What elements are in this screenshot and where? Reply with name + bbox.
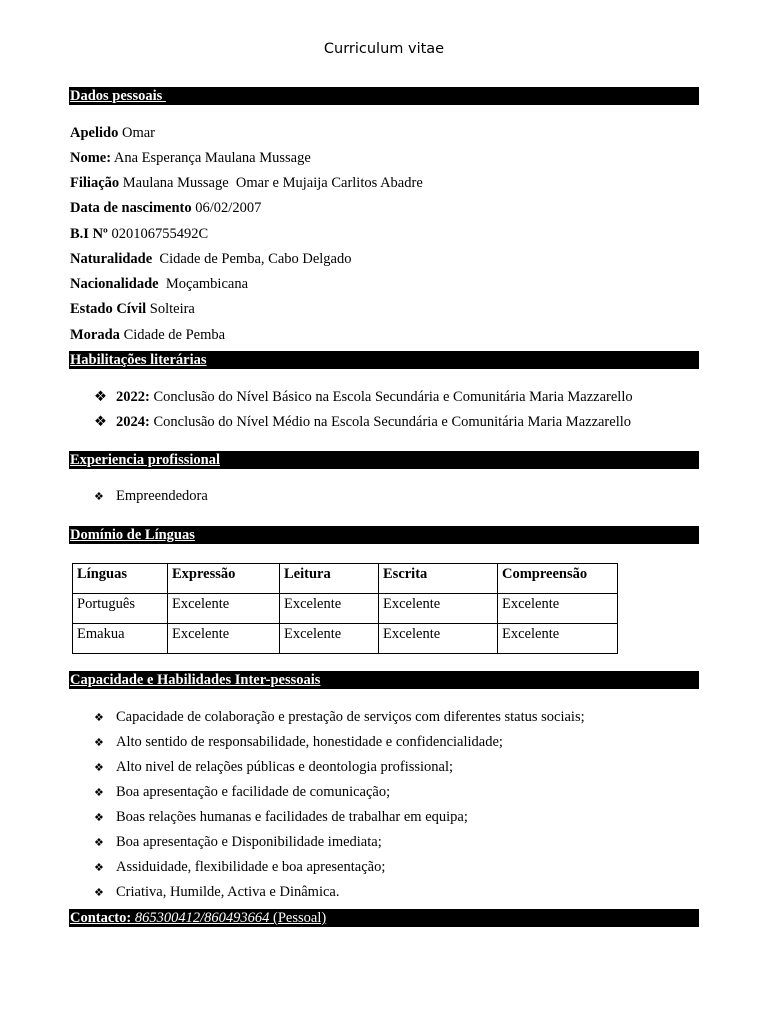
skill-text: Boa apresentação e Disponibilidade imediata; bbox=[116, 834, 382, 850]
table-cell: Excelente bbox=[168, 624, 280, 654]
field-value: Omar bbox=[118, 125, 155, 141]
skill-text: Capacidade de colaboração e prestação de serviços com diferentes status sociais; bbox=[116, 709, 585, 725]
languages-table bbox=[72, 563, 618, 654]
personal-nome bbox=[70, 150, 311, 167]
skill-text: Alto sentido de responsabilidade, honestidade e confidencialidade; bbox=[116, 734, 503, 750]
skill-text: Alto nivel de relações públicas e deontologia profissional; bbox=[116, 759, 454, 775]
field-value: 020106755492C bbox=[107, 226, 209, 242]
education-item bbox=[94, 414, 631, 431]
personal-estado-civil bbox=[70, 301, 195, 318]
field-value: Solteira bbox=[146, 301, 195, 317]
diamond-bullet-icon: ❖ bbox=[94, 736, 104, 749]
diamond-bullet-icon: ❖ bbox=[94, 886, 104, 899]
table-header-cell: Expressão bbox=[168, 564, 280, 594]
skill-item bbox=[94, 859, 385, 876]
diamond-bullet-icon: ❖ bbox=[94, 414, 107, 430]
diamond-bullet-icon: ❖ bbox=[94, 861, 104, 874]
education-year: 2024: bbox=[116, 414, 150, 430]
table-row bbox=[73, 624, 618, 654]
table-cell: Excelente bbox=[280, 624, 379, 654]
skill-item bbox=[94, 884, 339, 901]
field-value: Maulana Mussage Omar e Mujaija Carlitos Abadre bbox=[119, 175, 423, 191]
table-cell: Emakua bbox=[73, 624, 168, 654]
table-header-cell: Línguas bbox=[73, 564, 168, 594]
table-header-cell: Escrita bbox=[379, 564, 498, 594]
table-cell: Excelente bbox=[280, 594, 379, 624]
section-header-education: Habilitações literárias bbox=[69, 351, 699, 369]
contact-label: Contacto bbox=[70, 910, 127, 926]
personal-apelido bbox=[70, 125, 155, 142]
table-header-row bbox=[73, 564, 618, 594]
personal-bi bbox=[70, 226, 208, 243]
section-header-experience: Experiencia profissional bbox=[69, 451, 699, 469]
field-label: Naturalidade bbox=[70, 251, 153, 267]
diamond-bullet-icon: ❖ bbox=[94, 761, 104, 774]
skill-text: Criativa, Humilde, Activa e Dinâmica. bbox=[116, 884, 340, 900]
table-header-cell: Compreensão bbox=[498, 564, 618, 594]
section-header-skills: Capacidade e Habilidades Inter-pessoais bbox=[69, 671, 699, 689]
contact-separator: : bbox=[126, 910, 135, 926]
skill-item bbox=[94, 759, 453, 776]
field-label: Morada bbox=[70, 327, 120, 343]
skill-item bbox=[94, 709, 585, 726]
education-year: 2022: bbox=[116, 389, 150, 405]
experience-text: Empreendedora bbox=[116, 488, 208, 504]
field-label: Filiação bbox=[70, 175, 120, 191]
table-cell: Excelente bbox=[379, 594, 498, 624]
table-cell: Português bbox=[73, 594, 168, 624]
diamond-bullet-icon: ❖ bbox=[94, 711, 104, 724]
field-label: Nome: bbox=[70, 150, 112, 166]
experience-item bbox=[94, 488, 208, 505]
personal-birthdate bbox=[70, 200, 261, 217]
education-text: Conclusão do Nível Básico na Escola Secundária e Comunitária Maria Mazzarello bbox=[149, 389, 633, 405]
field-label: B.I Nº bbox=[70, 226, 108, 242]
table-cell: Excelente bbox=[168, 594, 280, 624]
section-header-personal: Dados pessoais bbox=[69, 87, 699, 105]
section-header-languages: Domínio de Línguas bbox=[69, 526, 699, 544]
skill-text: Boa apresentação e facilidade de comunicação; bbox=[116, 784, 391, 800]
field-value: Ana Esperança Maulana Mussage bbox=[111, 150, 311, 166]
personal-morada bbox=[70, 327, 225, 344]
contact-phones: 865300412/860493664 bbox=[134, 910, 270, 926]
personal-nacionalidade bbox=[70, 276, 248, 293]
field-label: Nacionalidade bbox=[70, 276, 159, 292]
diamond-bullet-icon: ❖ bbox=[94, 836, 104, 849]
field-value: Cidade de Pemba bbox=[119, 327, 226, 343]
field-value: Cidade de Pemba, Cabo Delgado bbox=[152, 251, 352, 267]
personal-naturalidade bbox=[70, 251, 352, 268]
table-cell: Excelente bbox=[379, 624, 498, 654]
field-label: Data de nascimento bbox=[70, 200, 192, 216]
contact-suffix: (Pessoal) bbox=[269, 910, 327, 926]
diamond-bullet-icon: ❖ bbox=[94, 490, 104, 503]
table-header-cell: Leitura bbox=[280, 564, 379, 594]
field-value: 06/02/2007 bbox=[191, 200, 262, 216]
skill-item bbox=[94, 834, 382, 851]
table-cell: Excelente bbox=[498, 594, 618, 624]
skill-item bbox=[94, 784, 390, 801]
table-cell: Excelente bbox=[498, 624, 618, 654]
diamond-bullet-icon: ❖ bbox=[94, 389, 107, 405]
personal-filiacao bbox=[70, 175, 423, 192]
skill-text: Assiduidade, flexibilidade e boa apresentação; bbox=[116, 859, 386, 875]
contact-bar bbox=[69, 909, 699, 927]
document-title: Curriculum vitae bbox=[323, 41, 445, 57]
skill-item bbox=[94, 809, 468, 826]
diamond-bullet-icon: ❖ bbox=[94, 786, 104, 799]
education-item bbox=[94, 389, 633, 406]
education-text: Conclusão do Nível Médio na Escola Secundária e Comunitária Maria Mazzarello bbox=[149, 414, 632, 430]
field-label: Apelido bbox=[70, 125, 119, 141]
skill-text: Boas relações humanas e facilidades de trabalhar em equipa; bbox=[116, 809, 468, 825]
field-value: Moçambicana bbox=[158, 276, 249, 292]
field-label: Estado Cívil bbox=[70, 301, 147, 317]
table-row bbox=[73, 594, 618, 624]
diamond-bullet-icon: ❖ bbox=[94, 811, 104, 824]
skill-item bbox=[94, 734, 503, 751]
